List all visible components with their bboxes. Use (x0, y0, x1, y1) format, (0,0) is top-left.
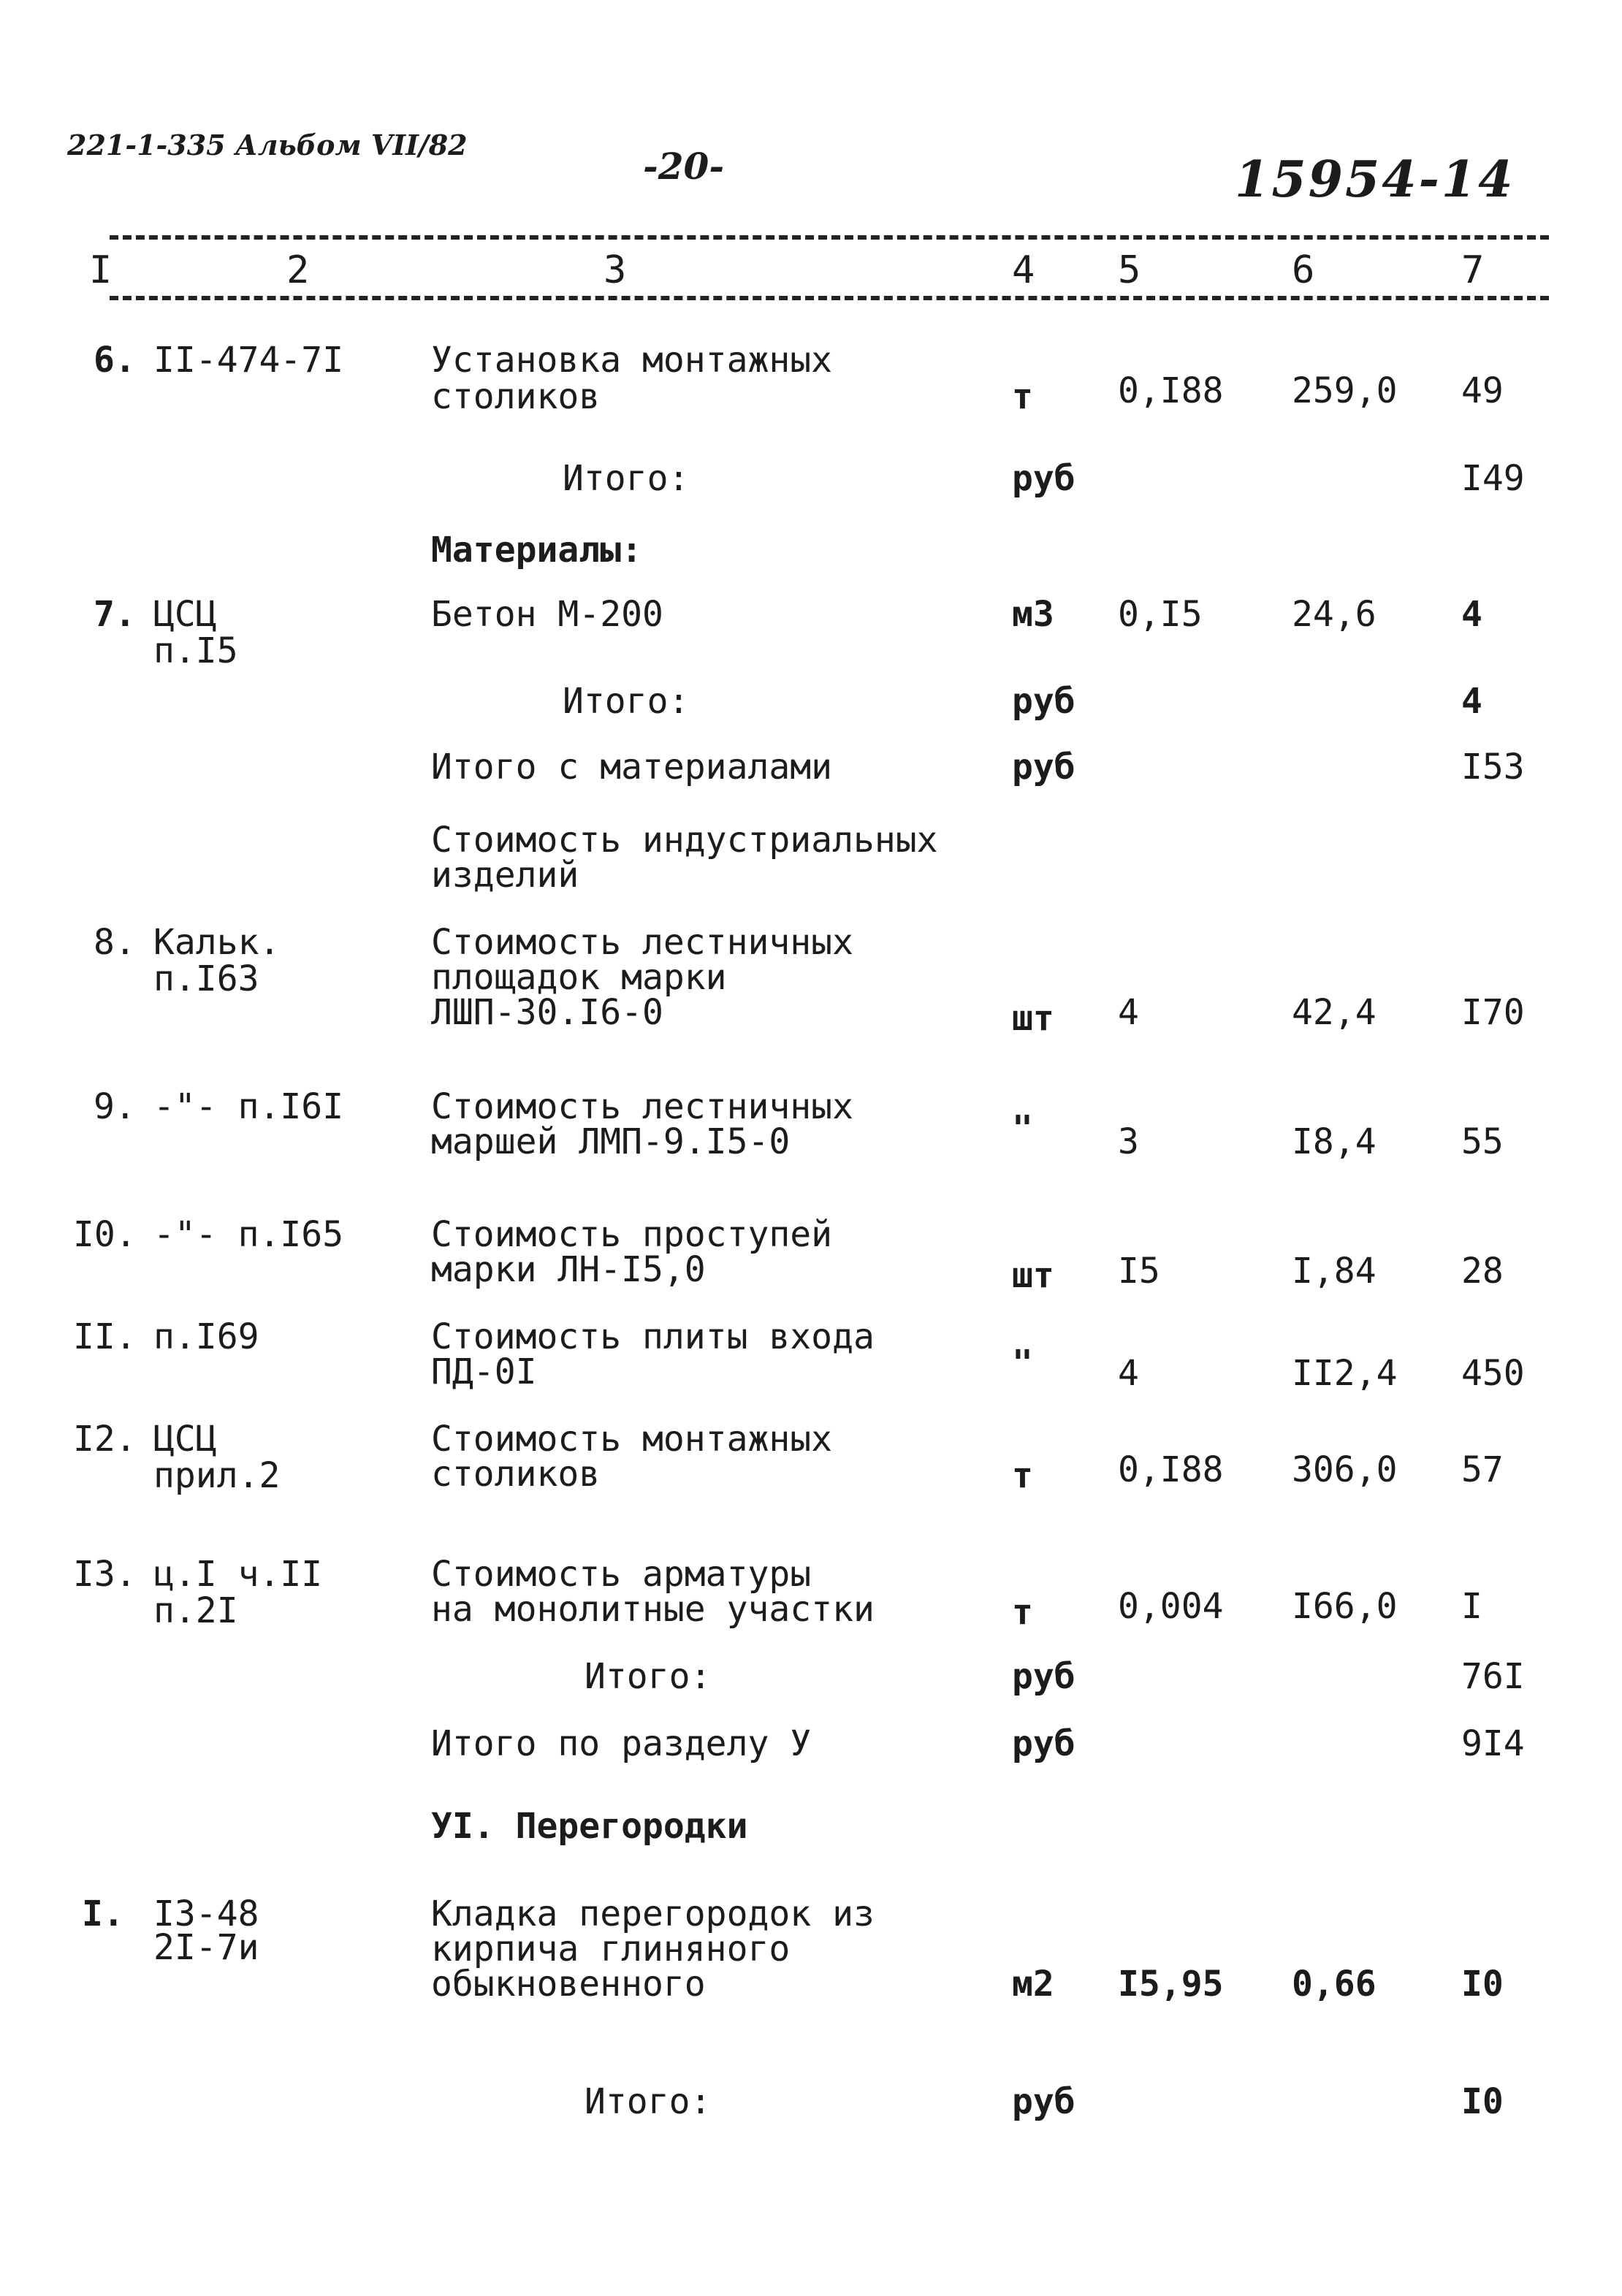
row-sum: I0 (1461, 1964, 1504, 2005)
row-name-line: Стоимость арматуры (431, 1554, 812, 1595)
row-unit: руб (1012, 681, 1075, 722)
row-sum: I (1461, 1586, 1482, 1627)
row-qty: 0,I5 (1118, 594, 1203, 635)
row-price: 306,0 (1292, 1449, 1398, 1490)
row-ref: -"- п.I6I (153, 1086, 344, 1127)
row-name-line: Установка монтажных (431, 340, 833, 381)
row-unit: руб (1012, 458, 1075, 499)
row-ref: Кальк. (153, 922, 281, 963)
row-number: 6. (94, 340, 136, 381)
row-name-line: Кладка перегородок из (431, 1893, 875, 1934)
row-unit: руб (1012, 1723, 1075, 1764)
row-unit: т (1012, 1455, 1033, 1496)
document-number: 15954-14 (1235, 150, 1515, 209)
row-qty: 4 (1118, 1353, 1139, 1394)
row-price: II2,4 (1292, 1353, 1398, 1394)
row-ref: п.I63 (153, 958, 259, 999)
row-name-line: площадок марки (431, 957, 727, 998)
row-name-line: кирпича глиняного (431, 1929, 791, 1969)
row-price: I8,4 (1292, 1121, 1377, 1162)
row-price: I,84 (1292, 1251, 1377, 1292)
row-name-line: марки ЛН-I5,0 (431, 1249, 706, 1290)
row-price: 42,4 (1292, 992, 1377, 1033)
row-unit: шт (1012, 1255, 1054, 1296)
row-name-line: на монолитные участки (431, 1589, 875, 1630)
row-qty: I5 (1118, 1251, 1160, 1292)
row-name-line: Стоимость монтажных (431, 1419, 833, 1460)
row-unit: руб (1012, 2081, 1075, 2122)
row-sum: 55 (1461, 1121, 1504, 1162)
row-sum: 4 (1461, 594, 1482, 635)
row-name-line: Итого с материалами (431, 747, 833, 787)
row-number: II. (73, 1316, 137, 1357)
row-sum: I49 (1461, 458, 1525, 499)
row-name-line: Итого: (563, 458, 690, 499)
row-qty: I5,95 (1118, 1964, 1224, 2005)
row-ref: II-474-7I (153, 340, 344, 381)
row-name-line: Стоимость лестничных (431, 922, 853, 963)
row-name-line: Итого по разделу У (431, 1723, 812, 1764)
row-price: 0,66 (1292, 1964, 1377, 2005)
row-unit: т (1012, 1592, 1033, 1633)
row-qty: 4 (1118, 992, 1139, 1033)
row-ref: -"- п.I65 (153, 1214, 344, 1255)
row-unit: руб (1012, 747, 1075, 787)
page-number: -20- (643, 145, 725, 188)
column-header-7: 7 (1461, 248, 1485, 292)
row-sum: 450 (1461, 1353, 1525, 1394)
row-number: I. (82, 1893, 124, 1934)
row-sum: I0 (1461, 2081, 1504, 2122)
row-qty: 0,I88 (1118, 1449, 1224, 1490)
section-title: УI. Перегородки (431, 1806, 748, 1847)
row-sum: 28 (1461, 1251, 1504, 1292)
row-name-line: Итого: (563, 681, 690, 722)
row-name-line: ПД-0I (431, 1351, 537, 1392)
row-number: 8. (94, 922, 136, 963)
row-sum: 4 (1461, 681, 1482, 722)
row-unit: т (1012, 376, 1033, 417)
row-qty: 0,004 (1118, 1586, 1224, 1627)
header-album-note: 221-1-335 Альбом VII/82 (67, 129, 468, 161)
row-number: 9. (94, 1086, 136, 1127)
row-name-line: Итого: (585, 2081, 712, 2122)
row-ref: ЦСЦ (153, 594, 217, 635)
row-name-line: Стоимость лестничных (431, 1086, 853, 1127)
row-ref: ЦСЦ (153, 1419, 217, 1460)
row-unit: м2 (1012, 1964, 1054, 2005)
row-name-line: Итого: (585, 1656, 712, 1697)
row-ref: I3-48 (153, 1893, 259, 1934)
row-name-line: Стоимость индустриальных (431, 820, 938, 861)
column-header-4: 4 (1012, 248, 1035, 292)
row-unit: м3 (1012, 594, 1054, 635)
row-name-line: Стоимость плиты входа (431, 1316, 875, 1357)
row-number: I2. (73, 1419, 137, 1460)
row-unit: шт (1012, 998, 1054, 1039)
row-name-line: маршей ЛМП-9.I5-0 (431, 1121, 791, 1162)
row-name-line: Материалы: (431, 530, 642, 571)
row-ref: прил.2 (153, 1455, 281, 1496)
column-header-2: 2 (286, 248, 310, 292)
row-name-line: Бетон М-200 (431, 594, 663, 635)
header-divider-bottom (110, 296, 1549, 300)
row-price: I66,0 (1292, 1586, 1398, 1627)
column-header-1: I (89, 248, 113, 292)
row-name-line: ЛШП-30.I6-0 (431, 992, 663, 1033)
row-price: 259,0 (1292, 370, 1398, 411)
row-sum: 9I4 (1461, 1723, 1525, 1764)
row-ref: 2I-7и (153, 1927, 259, 1968)
row-sum: I70 (1461, 992, 1525, 1033)
row-ref: ц.I ч.II (153, 1554, 323, 1595)
row-sum: 49 (1461, 370, 1504, 411)
row-ref: п.2I (153, 1590, 238, 1631)
row-name-line: обыкновенного (431, 1964, 706, 2005)
row-number: I0. (73, 1214, 137, 1255)
row-ref: п.I5 (153, 630, 238, 671)
column-header-3: 3 (604, 248, 627, 292)
row-name-line: столиков (431, 1454, 601, 1495)
row-number: 7. (94, 594, 136, 635)
row-number: I3. (73, 1554, 137, 1595)
row-unit: руб (1012, 1656, 1075, 1697)
row-qty: 0,I88 (1118, 370, 1224, 411)
row-name-line: столиков (431, 376, 601, 417)
row-name-line: изделий (431, 855, 579, 896)
row-ref: п.I69 (153, 1316, 259, 1357)
row-qty: 3 (1118, 1121, 1139, 1162)
header-divider-top (110, 235, 1549, 240)
row-unit: " (1012, 1108, 1033, 1149)
row-name-line: Стоимость проступей (431, 1214, 833, 1255)
row-unit: " (1012, 1343, 1033, 1384)
row-sum: 57 (1461, 1449, 1504, 1490)
column-header-5: 5 (1118, 248, 1141, 292)
row-price: 24,6 (1292, 594, 1377, 635)
column-header-6: 6 (1292, 248, 1315, 292)
row-sum: 76I (1461, 1656, 1525, 1697)
row-sum: I53 (1461, 747, 1525, 787)
